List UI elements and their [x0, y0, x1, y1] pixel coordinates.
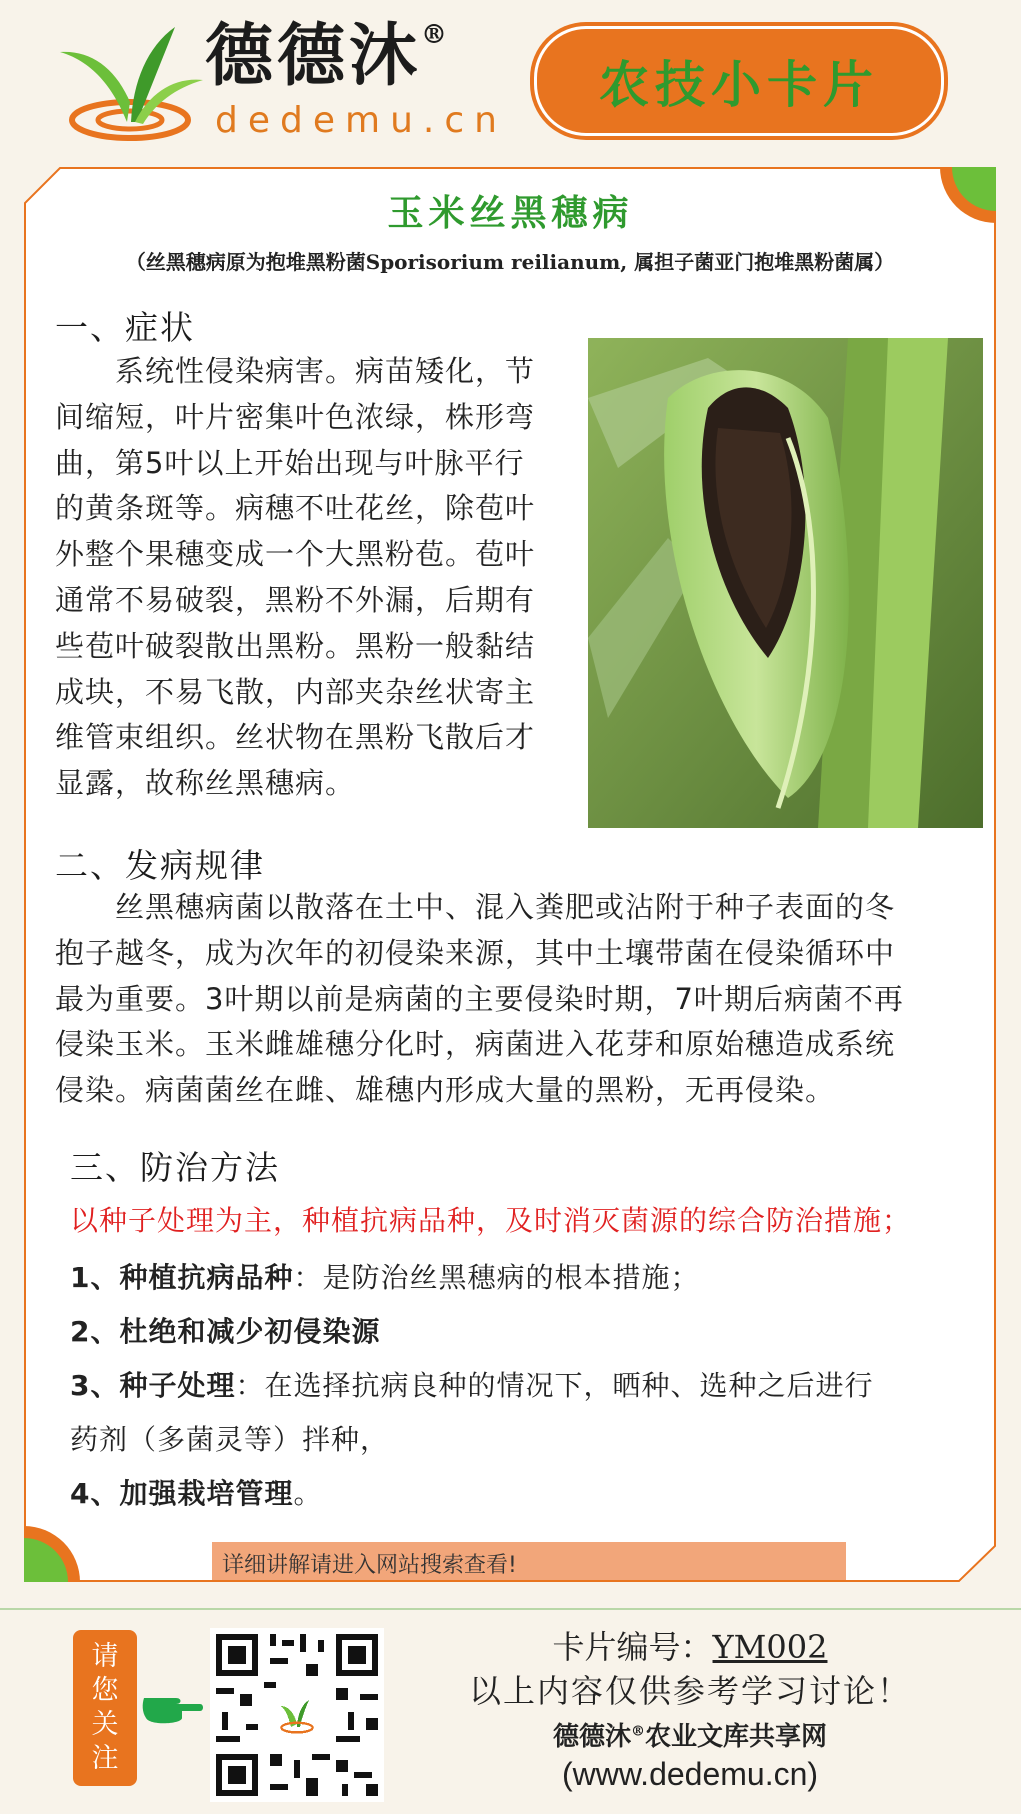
header	[0, 0, 1021, 165]
brand-name: 德德沐®	[205, 16, 452, 96]
card-number: 卡片编号：YM002	[552, 1628, 828, 1666]
qr-code-icon[interactable]	[210, 1628, 384, 1802]
symptoms-text: 系统性侵染病害。病苗矮化，节 间缩短，叶片密集叶色浓绿，株形弯 曲，第5叶以上开始出现与叶脉平行 的黄条斑等。病穗不吐花丝，除苞叶 外整个果穗变成一个大黑粉苞。苞叶 通常不易破裂，黑粉不外漏，后期有 些苞叶破裂散出黑粉。黑粉一般黏结 成块，不易飞散，内部夹杂丝状寄主 维管束组织。丝状物在黑粉飞散后才 显露，故称丝黑穗病。	[55, 354, 536, 801]
card-type-badge: 农技小卡片	[534, 26, 944, 136]
control-item: 1、种植抗病品种：是防治丝黑穗病的根本措施；	[70, 1261, 700, 1294]
brand-url: dedemu.cn	[215, 100, 507, 141]
control-principle: 以种子处理为主，种植抗病品种，及时消灭菌源的综合防治措施；	[70, 1204, 912, 1237]
section-heading-pattern: 二、发病规律	[55, 846, 265, 885]
pathogen-subtitle: （丝黑穗病原为抱堆黑粉菌Sporisorium reilianum, 属担子菌亚门抱堆黑粉菌属）	[125, 250, 895, 274]
footer-divider	[0, 1608, 1021, 1610]
site-name: 德德沐®农业文库共享网	[552, 1722, 828, 1752]
site-url-link[interactable]: (www.dedemu.cn)	[561, 1756, 819, 1792]
section-heading-control: 三、防治方法	[70, 1148, 280, 1187]
control-item: 4、加强栽培管理。	[70, 1477, 323, 1510]
control-item: 3、种子处理：在选择抗病良种的情况下，晒种、选种之后进行	[70, 1369, 874, 1402]
follow-us-button[interactable]: 请 您 关 注	[73, 1630, 137, 1786]
section-heading-symptoms: 一、症状	[55, 308, 195, 347]
control-item: 2、杜绝和减少初侵染源	[70, 1315, 381, 1348]
corner-decoration-icon	[24, 1526, 80, 1582]
pattern-text: 丝黑穗病菌以散落在土中、混入粪肥或沾附于种子表面的冬 抱子越冬，成为次年的初侵染来源，其中土壤带菌在侵染循环中 最为重要。3叶期以前是病菌的主要侵染时期，7叶期后病菌不再 侵染玉米。玉米雌雄穗分化时，病菌进入花芽和原始穗造成系统 侵染。病菌菌丝在雌、雄穗内形成大量的黑粉，无再侵染。	[55, 890, 904, 1108]
sprout-logo-icon	[55, 22, 205, 142]
pointing-hand-icon	[142, 1684, 204, 1728]
diseased-corn-photo	[588, 338, 983, 828]
disclaimer: 以上内容仅供参考学习讨论！	[468, 1672, 911, 1710]
control-item-continued: 药剂（多菌灵等）拌种，	[70, 1423, 390, 1456]
page-title: 玉米丝黑穗病	[387, 192, 634, 234]
more-info-strip: 详细讲解请进入网站搜索查看!	[212, 1542, 846, 1580]
